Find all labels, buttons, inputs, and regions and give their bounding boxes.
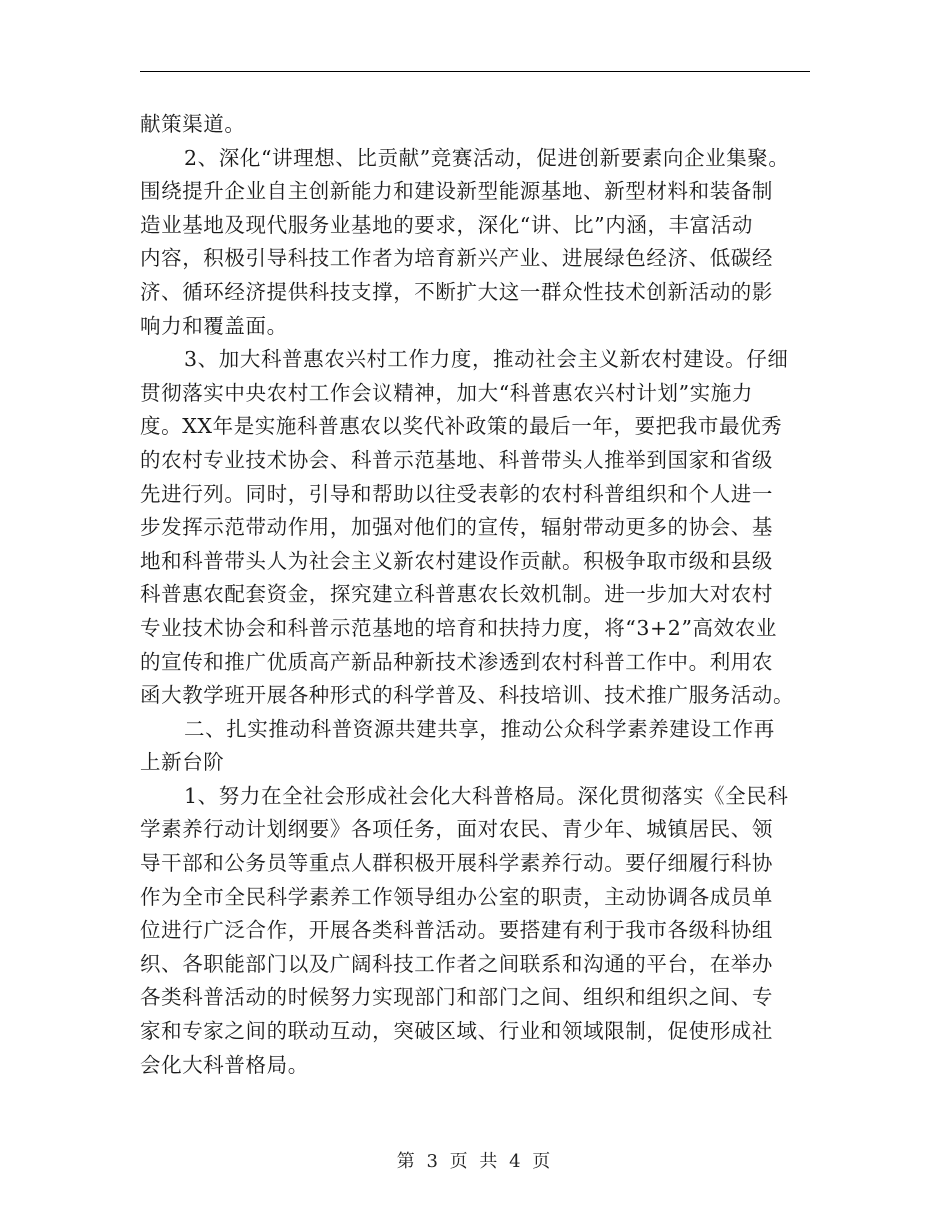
text-line: 围绕提升企业自主创新能力和建设新型能源基地、新型材料和装备制	[140, 179, 773, 204]
text-line: 造业基地及现代服务业基地的要求，深化“讲、比”内涵，丰富活动	[140, 212, 753, 237]
text-line: 贯彻落实中央农村工作会议精神，加大“科普惠农兴村计划”实施力	[140, 380, 753, 405]
text-line: 先进行列。同时，引导和帮助以往受表彰的农村科普组织和个人进一	[140, 481, 773, 506]
text-line: 各类科普活动的时候努力实现部门和部门之间、组织和组织之间、专	[140, 985, 773, 1010]
text-line: 位进行广泛合作，开展各类科普活动。要搭建有利于我市各级科协组	[140, 918, 773, 943]
section-heading-line: 上新台阶	[140, 750, 225, 775]
text-line: 献策渠道。	[140, 112, 246, 136]
text-line: 济、循环经济提供科技支撑，不断扩大这一群众性技术创新活动的影	[140, 279, 773, 304]
text-line: 响力和覆盖面。	[140, 313, 288, 338]
page-number-footer: 第 3 页 共 4 页	[396, 1151, 554, 1172]
section-heading-line: 二、扎实推动科普资源共建共享，推动公众科学素养建设工作再	[184, 716, 775, 741]
text-line: 地和科普带头人为社会主义新农村建设作贡献。积极争取市级和县级	[140, 548, 773, 573]
paragraph-start-line: 2、深化“讲理想、比贡献”竞赛活动，促进创新要素向企业集聚。	[184, 145, 790, 170]
text-line: 会化大科普格局。	[140, 1052, 309, 1077]
paragraph-start-line: 1、努力在全社会形成社会化大科普格局。深化贯彻落实《全民科	[184, 783, 789, 808]
text-line: 函大教学班开展各种形式的科学普及、科技培训、技术推广服务活动。	[140, 683, 795, 708]
text-line: 织、各职能部门以及广阔科技工作者之间联系和沟通的平台，在举办	[140, 951, 773, 976]
text-line: 导干部和公务员等重点人群积极开展科学素养行动。要仔细履行科协	[140, 851, 773, 876]
text-line: 家和专家之间的联动互动，突破区域、行业和领域限制，促使形成社	[140, 1019, 773, 1044]
document-body	[140, 108, 820, 1082]
text-line: 科普惠农配套资金，探究建立科普惠农长效机制。进一步加大对农村	[140, 582, 773, 607]
text-line: 专业技术协会和科普示范基地的培育和扶持力度，将“3+2”高效农业	[140, 615, 777, 640]
paragraph-start-line: 3、加大科普惠农兴村工作力度，推动社会主义新农村建设。仔细	[184, 347, 789, 372]
text-line: 内容，积极引导科技工作者为培育新兴产业、进展绿色经济、低碳经	[140, 246, 773, 271]
text-line: 的宣传和推广优质高产新品种新技术渗透到农村科普工作中。利用农	[140, 649, 773, 674]
header-rule	[140, 71, 810, 72]
text-line: 的农村专业技术协会、科普示范基地、科普带头人推举到国家和省级	[140, 447, 773, 472]
text-line: 作为全市全民科学素养工作领导组办公室的职责，主动协调各成员单	[140, 884, 773, 909]
text-line: 学素养行动计划纲要》各项任务，面对农民、青少年、城镇居民、领	[140, 817, 773, 842]
text-line: 步发挥示范带动作用，加强对他们的宣传，辐射带动更多的协会、基	[140, 515, 773, 540]
text-line: 度。XX年是实施科普惠农以奖代补政策的最后一年，要把我市最优秀	[140, 414, 783, 439]
